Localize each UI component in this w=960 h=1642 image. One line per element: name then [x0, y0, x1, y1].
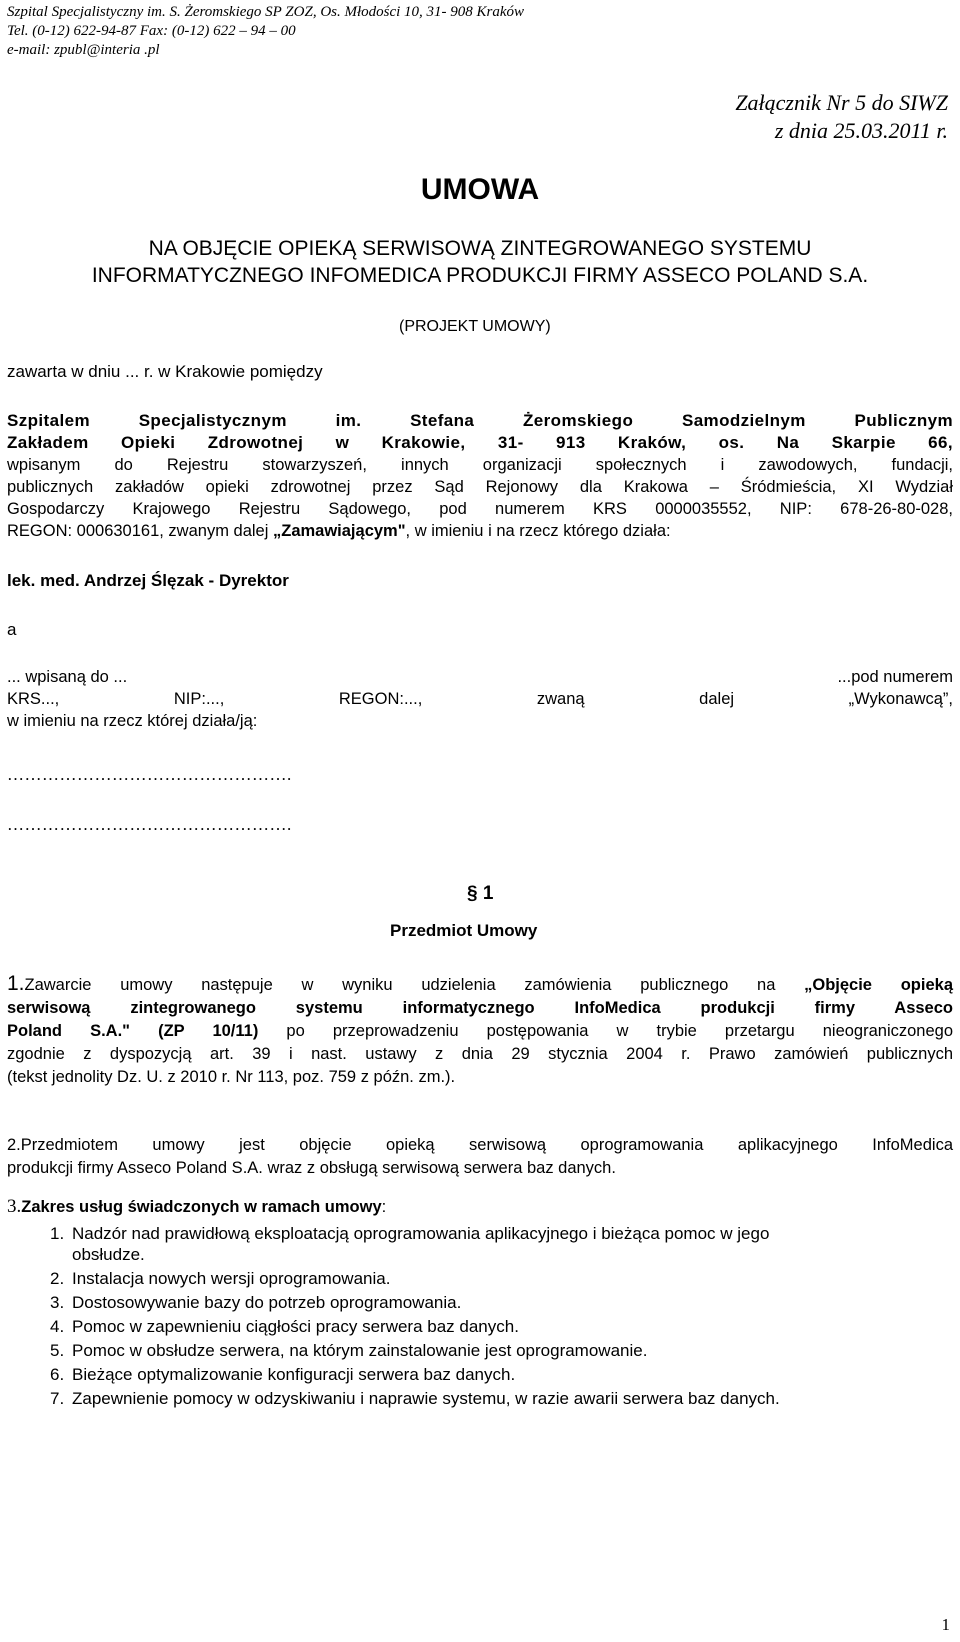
list-item-number: 5. [50, 1341, 65, 1360]
list-item [50, 1364, 950, 1385]
representative: lek. med. Andrzej Ślęzak - Dyrektor [7, 571, 289, 590]
list-item [50, 1292, 950, 1313]
point-1-line5: (tekst jednolity Dz. U. z 2010 r. Nr 113, poz. 759 z późn. zm.). [7, 1068, 456, 1086]
signatory-dots-2: …………………………………………. [7, 815, 292, 834]
point-3-number: 3. [7, 1196, 22, 1217]
point-1-line3-rest: po przeprowadzeniu postępowania w trybie przetargu nieograniczonego [258, 1022, 953, 1040]
contracting-party-name: „Zamawiającym" [272, 522, 406, 540]
hospital-email: e-mail: zpubl@interia .pl [7, 42, 160, 58]
list-item-text: Instalacja nowych wersji oprogramowania. [72, 1269, 391, 1288]
list-item [50, 1316, 950, 1337]
party1-line2 [7, 432, 953, 454]
party1-line5: Gospodarczy Krajowego Rejestru Sądowego, pod numerem KRS 0000035552, NIP: 678-26-80-028, [7, 500, 953, 518]
list-item-text: Dostosowywanie bazy do potrzeb oprogramowania. [72, 1293, 462, 1312]
list-item-number: 4. [50, 1317, 65, 1336]
party1-line2-rest: Na Skarpie 66, [744, 433, 953, 452]
conjunction-a: a [7, 620, 17, 639]
list-item-text: Zapewnienie pomocy w odzyskiwaniu i naprawie systemu, w razie awarii serwera baz danych. [72, 1389, 780, 1408]
document-subtitle-2: INFORMATYCZNEGO INFOMEDICA PRODUKCJI FIRMY ASSECO POLAND S.A. [91, 264, 869, 287]
party2-line3: w imieniu na rzecz której działa/ją: [7, 712, 258, 730]
party1-line4: publicznych zakładów opieki zdrowotnej przez Sąd Rejonowy dla Krakowa – Śródmieścia, XI Wydział [7, 478, 953, 496]
list-item [50, 1388, 950, 1409]
signatory-dots-1: …………………………………………. [7, 765, 292, 784]
party1-line1: Szpitalem Specjalistycznym im. Stefana Żeromskiego Samodzielnym Publicznym [7, 411, 953, 430]
party1-line6 [7, 520, 953, 542]
point-1-line3-bold: Poland S.A." (ZP 10/11) [7, 1022, 259, 1040]
list-item-number: 6. [50, 1365, 65, 1384]
annex-date: z dnia 25.03.2011 r. [774, 118, 948, 143]
document-subtitle-1: NA OBJĘCIE OPIEKĄ SERWISOWĄ ZINTEGROWANEGO SYSTEMU [148, 237, 812, 260]
point-3-title: Zakres usług świadczonych w ramach umowy [21, 1198, 382, 1216]
party2-line1-a: ... wpisaną do ... [7, 668, 128, 686]
point-2-line1: 2.Przedmiotem umowy jest objęcie opieką serwisową oprogramowania aplikacyjnego InfoMedica [7, 1136, 953, 1154]
list-item-text: Nadzór nad prawidłową eksploatacją oprogramowania aplikacyjnego i bieżąca pomoc w jego [72, 1224, 770, 1243]
party2-line1-b: ...pod numerem [837, 668, 953, 686]
party1-line6-a: REGON: 000630161, zwanym dalej [7, 522, 273, 540]
point-1-line2: serwisową zintegrowanego systemu informatycznego InfoMedica produkcji firmy Asseco [7, 999, 953, 1017]
point-2 [7, 1134, 953, 1180]
project-label: (PROJEKT UMOWY) [399, 318, 551, 335]
point-1-line1-bold: „Objęcie opieką [804, 976, 953, 994]
point-1-number: 1. [7, 972, 25, 995]
hospital-phone-fax: Tel. (0-12) 622-94-87 Fax: (0-12) 622 – 94 – 00 [7, 23, 296, 39]
list-item [50, 1268, 950, 1289]
list-item-text: Pomoc w obsłudze serwera, na którym zainstalowanie jest oprogramowanie. [72, 1341, 648, 1360]
list-item [50, 1223, 950, 1244]
list-item-text: Bieżące optymalizowanie konfiguracji serwera baz danych. [72, 1365, 516, 1384]
document-title: UMOWA [420, 173, 540, 206]
point-3-heading [7, 1196, 386, 1218]
point-1-line4: zgodnie z dyspozycją art. 39 i nast. ustawy z dnia 29 stycznia 2004 r. Prawo zamówień publicznych [7, 1045, 953, 1063]
party1-line6-b: , w imieniu i na rzecz którego działa: [405, 522, 671, 540]
list-item-number: 7. [50, 1389, 65, 1408]
party2-line1 [7, 666, 953, 688]
point-1-line3 [7, 1020, 953, 1043]
list-item-number: 3. [50, 1293, 65, 1312]
annex-line-1: Załącznik Nr 5 do SIWZ [735, 90, 948, 115]
page-number: 1 [941, 1615, 950, 1634]
point-2-line2: produkcji firmy Asseco Poland S.A. wraz z obsługą serwisową serwera baz danych. [7, 1159, 616, 1177]
section-symbol: § 1 [467, 883, 494, 904]
party1-block [7, 410, 953, 542]
section-heading: Przedmiot Umowy [390, 921, 538, 940]
point-1-line1-a: Zawarcie umowy następuje w wyniku udzielenia zamówienia publicznego na [24, 976, 805, 994]
list-item-text: Pomoc w zapewnieniu ciągłości pracy serwera baz danych. [72, 1317, 519, 1336]
scope-list [50, 1223, 950, 1409]
list-item-continuation: obsłudze. [72, 1245, 145, 1264]
party2-block [7, 666, 953, 732]
party1-line3: wpisanym do Rejestru stowarzyszeń, innych organizacji społecznych i zawodowych, fundacji, [7, 456, 953, 474]
hospital-address: Szpital Specjalistyczny im. S. Żeromskiego SP ZOZ, Os. Młodości 10, 31- 908 Kraków [7, 4, 525, 20]
annex-reference [735, 90, 948, 144]
list-item-number: 1. [50, 1224, 65, 1243]
list-item [50, 1340, 950, 1361]
concluded-line: zawarta w dniu ... r. w Krakowie pomiędzy [7, 362, 323, 381]
party1-line2-bold: Zakładem Opieki Zdrowotnej w Krakowie, 31- 913 Kraków, os. [7, 433, 745, 452]
party2-line2: KRS..., NIP:..., REGON:..., zwaną dalej „Wykonawcą”, [7, 690, 953, 708]
point-1-line1 [7, 972, 953, 997]
point-1 [7, 972, 953, 1089]
point-3-colon: : [381, 1198, 387, 1216]
list-item-number: 2. [50, 1269, 65, 1288]
